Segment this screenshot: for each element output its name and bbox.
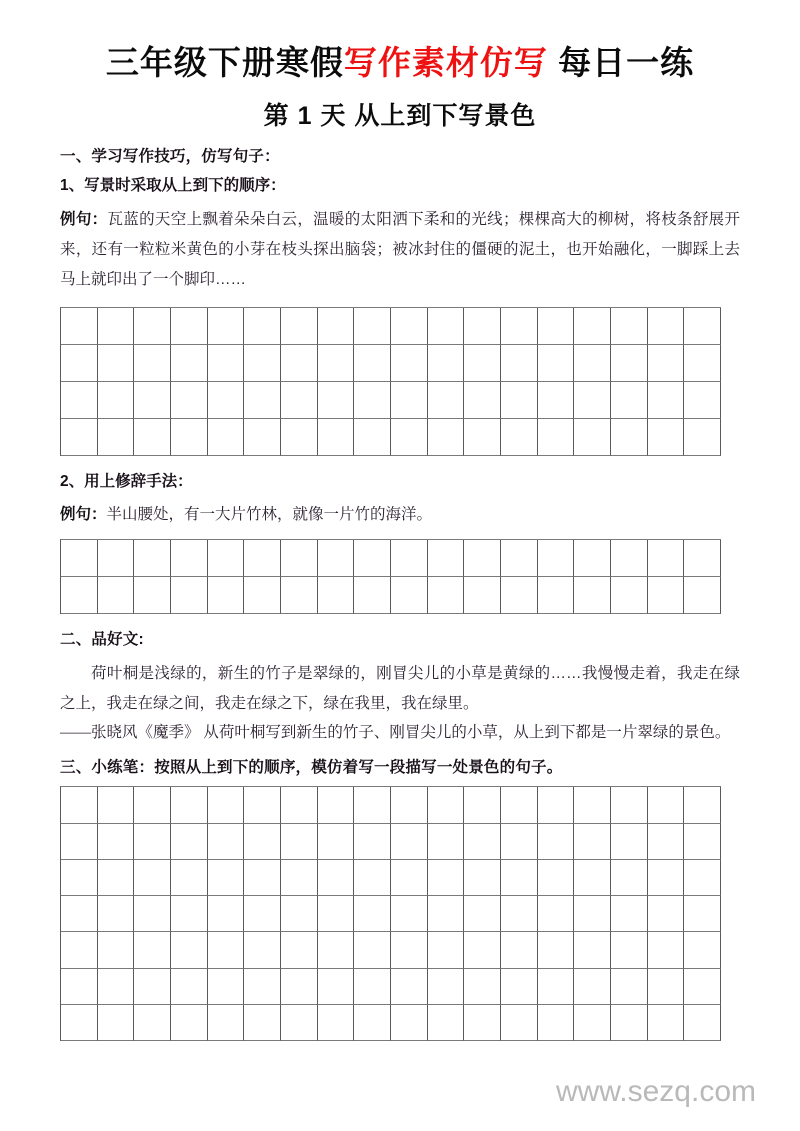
writing-cell[interactable] [648,896,685,932]
writing-cell[interactable] [501,860,538,896]
writing-cell[interactable] [574,382,611,419]
writing-cell[interactable] [428,860,465,896]
writing-cell[interactable] [538,308,575,345]
writing-cell[interactable] [684,577,721,614]
writing-cell[interactable] [501,969,538,1005]
writing-grid-2[interactable] [60,539,721,614]
writing-cell[interactable] [98,577,135,614]
writing-cell[interactable] [464,345,501,382]
writing-cell[interactable] [428,1005,465,1041]
writing-cell[interactable] [428,824,465,860]
writing-cell[interactable] [428,308,465,345]
writing-cell[interactable] [61,577,98,614]
writing-cell[interactable] [611,824,648,860]
writing-cell[interactable] [171,419,208,456]
section-two-passage: 荷叶桐是浅绿的，新生的竹子是翠绿的，刚冒尖儿的小草是黄绿的……我慢慢走着，我走在绿之上，我走在绿之间，我走在绿之下，绿在我里，我在绿里。 [60,664,740,712]
writing-cell[interactable] [98,896,135,932]
writing-cell[interactable] [61,824,98,860]
spacer [60,748,740,757]
writing-cell[interactable] [208,787,245,823]
writing-cell[interactable] [171,382,208,419]
writing-cell[interactable] [171,932,208,968]
writing-cell[interactable] [391,969,428,1005]
writing-cell[interactable] [428,540,465,577]
writing-cell[interactable] [574,787,611,823]
writing-cell[interactable] [281,787,318,823]
writing-cell[interactable] [98,308,135,345]
writing-cell[interactable] [538,577,575,614]
writing-cell[interactable] [171,577,208,614]
writing-cell[interactable] [574,860,611,896]
writing-cell[interactable] [171,540,208,577]
writing-cell[interactable] [318,577,355,614]
writing-cell[interactable] [244,577,281,614]
section-three-label: 三、小练笔 [60,758,139,776]
writing-cell[interactable] [281,860,318,896]
writing-cell[interactable] [208,540,245,577]
writing-cell[interactable] [208,577,245,614]
writing-cell[interactable] [134,308,171,345]
writing-cell[interactable] [61,860,98,896]
writing-cell[interactable] [574,308,611,345]
writing-cell[interactable] [98,540,135,577]
writing-cell[interactable] [501,382,538,419]
writing-cell[interactable] [61,345,98,382]
writing-cell[interactable] [501,419,538,456]
writing-cell[interactable] [464,860,501,896]
writing-cell[interactable] [611,382,648,419]
page-title-part2: 每日一练 [558,44,695,81]
page-title-accent: 写作素材仿写 [343,44,548,81]
writing-cell[interactable] [134,382,171,419]
writing-cell[interactable] [464,787,501,823]
writing-cell[interactable] [428,896,465,932]
writing-cell[interactable] [464,896,501,932]
writing-cell[interactable] [208,419,245,456]
writing-cell[interactable] [281,577,318,614]
example-text-1: 瓦蓝的天空上飘着朵朵白云，温暖的太阳洒下柔和的光线；棵棵高大的柳树，将枝条舒展开来，还有一粒粒米黄色的小芽在枝头探出脑袋；被冰封住的僵硬的泥土，也开始融化，一脚踩上去马上就印出了一个脚印…… [60,210,740,289]
writing-cell[interactable] [134,787,171,823]
example-text-2: 半山腰处，有一大片竹林，就像一片竹的海洋。 [106,506,433,523]
writing-cell[interactable] [244,1005,281,1041]
writing-cell[interactable] [61,419,98,456]
writing-cell[interactable] [501,345,538,382]
writing-cell[interactable] [684,1005,721,1041]
writing-cell[interactable] [391,540,428,577]
writing-cell[interactable] [318,382,355,419]
writing-cell[interactable] [648,419,685,456]
writing-cell[interactable] [281,540,318,577]
writing-cell[interactable] [501,932,538,968]
writing-grid-3[interactable] [60,786,721,1041]
writing-cell[interactable] [208,382,245,419]
writing-cell[interactable] [354,824,391,860]
writing-cell[interactable] [391,932,428,968]
writing-cell[interactable] [318,419,355,456]
writing-cell[interactable] [648,969,685,1005]
writing-cell[interactable] [538,1005,575,1041]
writing-cell[interactable] [208,1005,245,1041]
writing-cell[interactable] [538,540,575,577]
writing-cell[interactable] [318,308,355,345]
writing-cell[interactable] [538,932,575,968]
writing-cell[interactable] [318,969,355,1005]
writing-cell[interactable] [98,419,135,456]
writing-cell[interactable] [318,345,355,382]
writing-cell[interactable] [61,382,98,419]
writing-cell[interactable] [501,896,538,932]
example-label-2: 例句： [60,506,107,523]
page-title [0,0,800,82]
writing-cell[interactable] [684,787,721,823]
writing-cell[interactable] [354,1005,391,1041]
writing-cell[interactable] [501,787,538,823]
worksheet-content [0,146,800,1041]
writing-cell[interactable] [538,969,575,1005]
writing-cell[interactable] [391,824,428,860]
writing-cell[interactable] [611,860,648,896]
writing-cell[interactable] [391,860,428,896]
writing-cell[interactable] [538,896,575,932]
section-two-heading: 二、品好文: [60,631,144,649]
writing-cell[interactable] [171,860,208,896]
writing-cell[interactable] [244,787,281,823]
writing-cell[interactable] [538,860,575,896]
writing-cell[interactable] [574,969,611,1005]
writing-cell[interactable] [428,787,465,823]
writing-cell[interactable] [134,824,171,860]
writing-cell[interactable] [391,382,428,419]
writing-cell[interactable] [684,824,721,860]
writing-cell[interactable] [611,932,648,968]
writing-cell[interactable] [648,932,685,968]
writing-cell[interactable] [611,1005,648,1041]
writing-cell[interactable] [501,540,538,577]
writing-cell[interactable] [684,419,721,456]
writing-cell[interactable] [574,932,611,968]
writing-cell[interactable] [281,308,318,345]
writing-cell[interactable] [684,382,721,419]
writing-cell[interactable] [244,540,281,577]
writing-cell[interactable] [281,969,318,1005]
writing-cell[interactable] [318,1005,355,1041]
section-three-rest: ：按照从上到下的顺序，模仿着写一段描写一处景色的句子。 [138,758,563,776]
writing-cell[interactable] [208,345,245,382]
writing-cell[interactable] [684,345,721,382]
writing-cell[interactable] [574,345,611,382]
writing-cell[interactable] [244,382,281,419]
section-one-sub1-heading: 1、写景时采取从上到下的顺序： [60,177,286,195]
writing-cell[interactable] [648,308,685,345]
writing-cell[interactable] [61,896,98,932]
section-one-heading: 一、学习写作技巧，仿写句子： [60,147,280,165]
writing-cell[interactable] [208,896,245,932]
writing-cell[interactable] [428,969,465,1005]
writing-cell[interactable] [684,896,721,932]
writing-cell[interactable] [244,932,281,968]
writing-cell[interactable] [318,824,355,860]
writing-cell[interactable] [391,308,428,345]
writing-cell[interactable] [611,787,648,823]
writing-cell[interactable] [354,540,391,577]
writing-cell[interactable] [501,1005,538,1041]
writing-cell[interactable] [574,419,611,456]
writing-cell[interactable] [98,860,135,896]
writing-cell[interactable] [648,382,685,419]
writing-cell[interactable] [61,1005,98,1041]
section-two-attribution: ——张晓风《魔季》 从荷叶桐写到新生的竹子、刚冒尖儿的小草，从上到下都是一片翠绿的景色。 [60,724,731,742]
writing-cell[interactable] [134,896,171,932]
writing-cell[interactable] [281,896,318,932]
writing-cell[interactable] [684,932,721,968]
spacer [60,614,740,629]
writing-cell[interactable] [134,419,171,456]
writing-cell[interactable] [208,860,245,896]
page-title-part1: 三年级下册寒假 [105,44,344,81]
writing-cell[interactable] [538,419,575,456]
writing-cell[interactable] [134,969,171,1005]
writing-cell[interactable] [428,577,465,614]
writing-cell[interactable] [538,345,575,382]
writing-cell[interactable] [464,308,501,345]
writing-cell[interactable] [98,787,135,823]
writing-cell[interactable] [354,419,391,456]
writing-cell[interactable] [391,896,428,932]
writing-cell[interactable] [391,1005,428,1041]
writing-cell[interactable] [134,577,171,614]
writing-cell[interactable] [244,860,281,896]
writing-cell[interactable] [208,308,245,345]
writing-cell[interactable] [648,787,685,823]
spacer [60,530,740,539]
writing-cell[interactable] [611,419,648,456]
section-one-sub2-heading: 2、用上修辞手法： [60,472,193,490]
writing-cell[interactable] [684,860,721,896]
writing-cell[interactable] [208,969,245,1005]
writing-cell[interactable] [648,1005,685,1041]
writing-cell[interactable] [134,932,171,968]
writing-cell[interactable] [98,932,135,968]
writing-cell[interactable] [98,969,135,1005]
writing-cell[interactable] [61,932,98,968]
writing-cell[interactable] [574,577,611,614]
spacer [60,456,740,471]
example-label-1: 例句： [60,210,108,228]
writing-cell[interactable] [318,787,355,823]
writing-cell[interactable] [611,308,648,345]
example-sentence-2 [60,500,740,530]
writing-cell[interactable] [354,308,391,345]
writing-cell[interactable] [611,345,648,382]
writing-cell[interactable] [354,382,391,419]
writing-cell[interactable] [134,540,171,577]
writing-cell[interactable] [98,382,135,419]
writing-cell[interactable] [61,787,98,823]
writing-cell[interactable] [574,824,611,860]
writing-cell[interactable] [574,896,611,932]
writing-cell[interactable] [171,308,208,345]
writing-cell[interactable] [428,382,465,419]
writing-cell[interactable] [684,540,721,577]
writing-cell[interactable] [208,824,245,860]
example-sentence-1 [60,205,740,296]
writing-cell[interactable] [354,896,391,932]
writing-cell[interactable] [318,896,355,932]
writing-cell[interactable] [134,860,171,896]
writing-cell[interactable] [134,345,171,382]
spacer [60,296,740,307]
writing-cell[interactable] [244,419,281,456]
writing-cell[interactable] [501,577,538,614]
writing-cell[interactable] [281,932,318,968]
writing-cell[interactable] [318,932,355,968]
writing-cell[interactable] [391,345,428,382]
writing-cell[interactable] [648,577,685,614]
writing-cell[interactable] [464,1005,501,1041]
writing-cell[interactable] [354,787,391,823]
writing-cell[interactable] [648,860,685,896]
writing-cell[interactable] [281,382,318,419]
writing-cell[interactable] [98,1005,135,1041]
writing-cell[interactable] [391,577,428,614]
writing-cell[interactable] [428,932,465,968]
writing-cell[interactable] [684,308,721,345]
writing-cell[interactable] [648,540,685,577]
writing-cell[interactable] [281,1005,318,1041]
writing-cell[interactable] [281,419,318,456]
writing-cell[interactable] [611,969,648,1005]
writing-cell[interactable] [171,1005,208,1041]
writing-cell[interactable] [391,419,428,456]
writing-cell[interactable] [354,345,391,382]
writing-cell[interactable] [464,577,501,614]
writing-cell[interactable] [318,860,355,896]
writing-cell[interactable] [501,308,538,345]
writing-cell[interactable] [464,932,501,968]
writing-cell[interactable] [611,896,648,932]
page-subtitle: 第 1 天 从上到下写景色 [263,101,537,130]
writing-cell[interactable] [428,419,465,456]
writing-cell[interactable] [244,896,281,932]
writing-cell[interactable] [281,345,318,382]
writing-cell[interactable] [684,969,721,1005]
writing-cell[interactable] [354,860,391,896]
writing-cell[interactable] [318,540,355,577]
writing-cell[interactable] [61,308,98,345]
writing-cell[interactable] [244,969,281,1005]
writing-grid-1[interactable] [60,307,721,456]
writing-cell[interactable] [501,824,538,860]
writing-cell[interactable] [611,540,648,577]
writing-cell[interactable] [61,969,98,1005]
writing-cell[interactable] [244,824,281,860]
writing-cell[interactable] [61,540,98,577]
writing-cell[interactable] [354,969,391,1005]
writing-cell[interactable] [134,1005,171,1041]
writing-cell[interactable] [171,896,208,932]
writing-cell[interactable] [538,824,575,860]
writing-cell[interactable] [464,969,501,1005]
writing-cell[interactable] [574,540,611,577]
writing-cell[interactable] [98,824,135,860]
writing-cell[interactable] [464,419,501,456]
writing-cell[interactable] [464,382,501,419]
writing-cell[interactable] [208,932,245,968]
writing-cell[interactable] [464,540,501,577]
writing-cell[interactable] [428,345,465,382]
writing-cell[interactable] [171,824,208,860]
writing-cell[interactable] [464,824,501,860]
writing-cell[interactable] [538,382,575,419]
writing-cell[interactable] [281,824,318,860]
writing-cell[interactable] [354,577,391,614]
writing-cell[interactable] [648,345,685,382]
writing-cell[interactable] [171,345,208,382]
writing-cell[interactable] [244,345,281,382]
writing-cell[interactable] [171,969,208,1005]
writing-cell[interactable] [648,824,685,860]
writing-cell[interactable] [611,577,648,614]
section-three-heading [60,757,740,779]
writing-cell[interactable] [244,308,281,345]
writing-cell[interactable] [98,345,135,382]
writing-cell[interactable] [538,787,575,823]
writing-cell[interactable] [574,1005,611,1041]
writing-cell[interactable] [171,787,208,823]
site-watermark: www.sezq.com [555,1075,756,1108]
writing-cell[interactable] [354,932,391,968]
writing-cell[interactable] [391,787,428,823]
